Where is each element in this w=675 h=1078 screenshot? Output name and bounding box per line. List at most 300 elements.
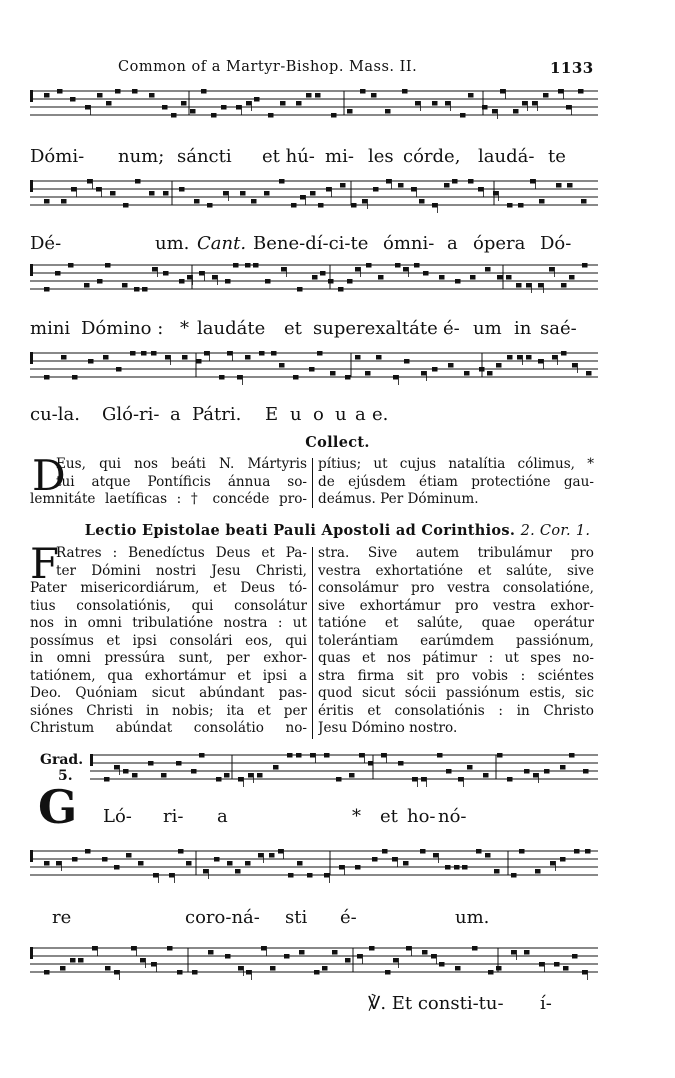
neume xyxy=(70,958,76,963)
neume xyxy=(149,93,155,98)
neume xyxy=(245,355,251,360)
neume xyxy=(151,962,157,967)
syllable: u xyxy=(335,404,347,425)
neume xyxy=(299,950,305,955)
lyric-line xyxy=(0,146,675,172)
neume xyxy=(194,199,200,204)
neume xyxy=(422,950,428,955)
neume xyxy=(572,363,578,368)
neume xyxy=(268,113,274,118)
neume xyxy=(104,777,110,782)
neume xyxy=(398,183,404,188)
neume xyxy=(382,849,388,854)
neume xyxy=(518,203,524,208)
neume xyxy=(402,89,408,94)
neume xyxy=(439,275,445,280)
staff-svg xyxy=(30,848,598,878)
neume xyxy=(221,105,227,110)
syllable: nó- xyxy=(438,806,467,827)
neume xyxy=(284,954,290,959)
syllable: Bene-dí-ci-te xyxy=(253,233,369,254)
neume xyxy=(240,191,246,196)
neume xyxy=(468,179,474,184)
epistle-heading xyxy=(0,522,675,539)
neume xyxy=(270,966,276,971)
neume xyxy=(123,203,129,208)
neume xyxy=(583,769,589,774)
neume xyxy=(373,187,379,192)
neume xyxy=(103,355,109,360)
neume xyxy=(517,355,523,360)
neume xyxy=(163,271,169,276)
neume xyxy=(404,359,410,364)
syllable: mini xyxy=(30,318,71,339)
neume xyxy=(365,371,371,376)
syllable: Pátri. xyxy=(192,404,242,425)
neume xyxy=(483,773,489,778)
gradual-label: Grad. xyxy=(40,752,84,768)
syllable: Ló- xyxy=(103,806,132,827)
syllable: * xyxy=(352,806,361,827)
neume xyxy=(567,183,573,188)
neume xyxy=(253,263,259,268)
epistle-title: Lectio Epistolae beati Pauli Apostoli ad Corinthios. xyxy=(84,522,516,539)
neume xyxy=(271,351,277,356)
neume xyxy=(307,873,313,878)
staff-svg xyxy=(30,88,598,118)
neume xyxy=(524,769,530,774)
syllable: í- xyxy=(540,993,552,1014)
neume xyxy=(421,371,427,376)
neume xyxy=(61,355,67,360)
neume xyxy=(199,271,205,276)
neume xyxy=(246,970,252,975)
neume xyxy=(219,375,225,380)
neume xyxy=(445,865,451,870)
neume xyxy=(114,865,120,870)
neume xyxy=(171,113,177,118)
lyric-line xyxy=(0,404,675,430)
neume xyxy=(235,869,241,874)
neume xyxy=(315,93,321,98)
neume xyxy=(582,970,588,975)
neume xyxy=(181,101,187,106)
neume xyxy=(561,351,567,356)
neume xyxy=(227,351,233,356)
neume xyxy=(115,89,121,94)
neume xyxy=(432,101,438,106)
neume xyxy=(535,869,541,874)
neume xyxy=(406,946,412,951)
neume xyxy=(432,203,438,208)
syllable: et xyxy=(284,318,302,339)
text-line: vestra exhortatióne et salúte, sive xyxy=(318,562,594,579)
neume xyxy=(507,355,513,360)
neume xyxy=(309,367,315,372)
neume xyxy=(586,371,592,376)
neume xyxy=(163,191,169,196)
neume xyxy=(492,109,498,114)
neume xyxy=(369,946,375,951)
text-line: Jesu Dómino nostro. xyxy=(318,720,458,736)
neume xyxy=(371,93,377,98)
neume xyxy=(355,865,361,870)
neume xyxy=(306,93,312,98)
neume xyxy=(578,89,584,94)
neume xyxy=(214,857,220,862)
neume xyxy=(92,946,98,951)
neume xyxy=(182,355,188,360)
neume xyxy=(556,183,562,188)
neume xyxy=(549,267,555,272)
neume xyxy=(524,950,530,955)
neume xyxy=(161,773,167,778)
neume xyxy=(496,966,502,971)
neume xyxy=(362,199,368,204)
neume xyxy=(526,355,532,360)
neume xyxy=(126,853,132,858)
text-line: in omni pressúra sunt, per exhor- xyxy=(30,650,307,666)
neume xyxy=(196,359,202,364)
syllable: cu-la. xyxy=(30,404,80,425)
text-line: quas et nos pátimur : ut spes no- xyxy=(318,650,594,666)
neume xyxy=(338,287,344,292)
neume xyxy=(264,191,270,196)
neume xyxy=(265,279,271,284)
clef-mark xyxy=(30,947,33,959)
neume xyxy=(44,199,50,204)
neume xyxy=(251,199,257,204)
neume xyxy=(179,279,185,284)
neume xyxy=(138,861,144,866)
neume xyxy=(482,105,488,110)
neume xyxy=(169,873,175,878)
syllable: Dó- xyxy=(540,233,572,254)
neume xyxy=(324,753,330,758)
staff-svg xyxy=(30,350,598,380)
neume xyxy=(167,946,173,951)
neume xyxy=(131,946,137,951)
neume xyxy=(487,371,493,376)
neume xyxy=(478,187,484,192)
syllable: Dómino : xyxy=(81,318,164,339)
clef-mark xyxy=(30,90,33,102)
neume xyxy=(227,861,233,866)
neume xyxy=(201,89,207,94)
neume xyxy=(207,203,213,208)
neume xyxy=(78,958,84,963)
neume xyxy=(454,865,460,870)
neume xyxy=(57,89,63,94)
neume xyxy=(460,113,466,118)
gradual-mode: 5. xyxy=(58,768,73,784)
neume xyxy=(44,93,50,98)
neume xyxy=(560,765,566,770)
neume xyxy=(261,946,267,951)
staff-svg xyxy=(30,262,598,292)
neume xyxy=(233,263,239,268)
neume xyxy=(186,861,192,866)
neume xyxy=(569,753,575,758)
text-line: siónes Christi in nobis; ita et per xyxy=(30,702,307,719)
neume xyxy=(105,263,111,268)
neume xyxy=(152,267,158,272)
syllable: a xyxy=(355,404,366,425)
neume xyxy=(414,263,420,268)
text-line: lemnitáte laetíficas : † concéde pro- xyxy=(30,491,307,507)
text-line: nos in omni tribulatióne nostra : ut xyxy=(30,615,307,631)
neume xyxy=(149,191,155,196)
neume xyxy=(320,271,326,276)
neume xyxy=(269,853,275,858)
syllable: Dé- xyxy=(30,233,62,254)
syllable: é- xyxy=(443,318,460,339)
syllable: re xyxy=(52,907,72,928)
neume xyxy=(179,187,185,192)
syllable: num; xyxy=(118,146,165,167)
neume xyxy=(132,89,138,94)
neume xyxy=(560,857,566,862)
neume xyxy=(437,753,443,758)
neume xyxy=(585,849,591,854)
neume xyxy=(366,263,372,268)
epistle-reference: 2. Cor. 1. xyxy=(520,523,591,539)
clef-mark xyxy=(90,754,93,766)
neume xyxy=(246,101,252,106)
syllable: ho- xyxy=(407,806,436,827)
neume xyxy=(496,363,502,368)
column-divider xyxy=(312,458,313,508)
neume xyxy=(488,970,494,975)
neume xyxy=(415,101,421,106)
collect-heading: Collect. xyxy=(305,434,370,451)
clef-mark xyxy=(30,850,33,862)
neume xyxy=(317,351,323,356)
neume xyxy=(385,970,391,975)
neume xyxy=(452,179,458,184)
neume xyxy=(355,267,361,272)
neume xyxy=(203,869,209,874)
text-line: possímus et ipsi consolári eos, qui xyxy=(30,632,307,649)
text-line: Ratres : Benedíctus Deus et Pa- xyxy=(56,545,307,561)
neume xyxy=(153,873,159,878)
neume xyxy=(61,199,67,204)
staff-svg xyxy=(30,178,598,208)
neume xyxy=(110,191,116,196)
chant-staff xyxy=(30,350,598,380)
neume xyxy=(519,849,525,854)
chant-staff xyxy=(90,752,598,782)
neume xyxy=(516,283,522,288)
neume xyxy=(310,753,316,758)
neume xyxy=(340,183,346,188)
neume xyxy=(336,777,342,782)
neume xyxy=(507,203,513,208)
neume xyxy=(258,853,264,858)
neume xyxy=(310,191,316,196)
neume xyxy=(123,769,129,774)
gradual-initial: G xyxy=(38,780,78,834)
syllable: um xyxy=(473,318,502,339)
running-title: Common of a Martyr-Bishop. Mass. II. xyxy=(118,59,418,75)
neume xyxy=(326,187,332,192)
clef-mark xyxy=(30,180,33,192)
neume xyxy=(574,849,580,854)
neume xyxy=(296,753,302,758)
syllable: in xyxy=(514,318,532,339)
syllable: ómni- xyxy=(383,233,435,254)
neume xyxy=(68,263,74,268)
neume xyxy=(279,363,285,368)
syllable: a xyxy=(447,233,458,254)
neume xyxy=(468,93,474,98)
text-line: tius consolatiónis, qui consolátur xyxy=(30,597,307,614)
neume xyxy=(421,777,427,782)
neume xyxy=(552,355,558,360)
neume xyxy=(558,89,564,94)
neume xyxy=(236,105,242,110)
neume xyxy=(378,275,384,280)
neume xyxy=(511,950,517,955)
neume xyxy=(569,275,575,280)
neume xyxy=(273,765,279,770)
neume xyxy=(507,777,513,782)
neume xyxy=(245,263,251,268)
clef-mark xyxy=(30,264,33,276)
neume xyxy=(216,777,222,782)
neume xyxy=(446,769,452,774)
neume xyxy=(72,375,78,380)
text-line: deámus. Per Dóminum. xyxy=(318,491,479,507)
neume xyxy=(513,109,519,114)
neume xyxy=(84,283,90,288)
syllable: Dómi- xyxy=(30,146,85,167)
neume xyxy=(339,865,345,870)
neume xyxy=(439,962,445,967)
neume xyxy=(72,857,78,862)
neume xyxy=(403,267,409,272)
neume xyxy=(566,105,572,110)
chant-staff xyxy=(30,262,598,292)
neume xyxy=(314,970,320,975)
neume xyxy=(511,873,517,878)
neume xyxy=(224,773,230,778)
syllable: um. xyxy=(155,233,190,254)
neume xyxy=(238,966,244,971)
syllable: et xyxy=(380,806,398,827)
neume xyxy=(142,287,148,292)
column-divider xyxy=(312,547,313,739)
neume xyxy=(393,375,399,380)
chant-staff xyxy=(30,88,598,118)
neume xyxy=(550,861,556,866)
neume xyxy=(324,873,330,878)
neume xyxy=(572,954,578,959)
syllable: mi- xyxy=(325,146,354,167)
neume xyxy=(393,958,399,963)
neume xyxy=(462,865,468,870)
neume xyxy=(411,187,417,192)
syllable: u xyxy=(290,404,302,425)
chant-staff xyxy=(30,178,598,208)
syllable: o xyxy=(313,404,324,425)
neume xyxy=(349,773,355,778)
neume xyxy=(116,367,122,372)
neume xyxy=(581,199,587,204)
neume xyxy=(287,753,293,758)
neume xyxy=(60,966,66,971)
neume xyxy=(455,279,461,284)
neume xyxy=(187,275,193,280)
neume xyxy=(403,861,409,866)
neume xyxy=(132,773,138,778)
syllable: coro-ná- xyxy=(185,907,260,928)
neume xyxy=(420,849,426,854)
chant-staff xyxy=(30,945,598,975)
neume xyxy=(355,355,361,360)
neume xyxy=(500,89,506,94)
neume xyxy=(533,773,539,778)
neume xyxy=(485,267,491,272)
neume xyxy=(526,283,532,288)
neume xyxy=(102,857,108,862)
neume xyxy=(582,263,588,268)
neume xyxy=(280,101,286,106)
neume xyxy=(497,275,503,280)
syllable: E xyxy=(265,404,279,425)
neume xyxy=(345,958,351,963)
neume xyxy=(141,351,147,356)
neume xyxy=(467,765,473,770)
neume xyxy=(431,954,437,959)
neume xyxy=(134,287,140,292)
neume xyxy=(543,93,549,98)
neume xyxy=(464,371,470,376)
neume xyxy=(85,849,91,854)
text-line: Christum abúndat consolátio no- xyxy=(30,720,307,736)
syllable: e. xyxy=(372,404,389,425)
neume xyxy=(357,954,363,959)
neume xyxy=(485,853,491,858)
neume xyxy=(445,101,451,106)
epistle-right-column xyxy=(318,545,594,738)
neume xyxy=(245,861,251,866)
neume xyxy=(423,271,429,276)
neume xyxy=(257,773,263,778)
neume xyxy=(225,279,231,284)
neume xyxy=(539,962,545,967)
neume xyxy=(563,966,569,971)
syllable: * xyxy=(180,318,189,339)
text-line: stra firma sit pro vobis : sciéntes xyxy=(318,667,594,684)
syllable: et hú- xyxy=(262,146,315,167)
neume xyxy=(312,275,318,280)
neume xyxy=(381,753,387,758)
neume xyxy=(331,113,337,118)
neume xyxy=(288,873,294,878)
neume xyxy=(291,203,297,208)
neume xyxy=(497,753,503,758)
neume xyxy=(554,962,560,967)
neume xyxy=(281,267,287,272)
neume xyxy=(347,279,353,284)
syllable: sti xyxy=(285,907,308,928)
neume xyxy=(538,283,544,288)
neume xyxy=(140,958,146,963)
neume xyxy=(248,773,254,778)
neume xyxy=(347,109,353,114)
neume xyxy=(176,761,182,766)
